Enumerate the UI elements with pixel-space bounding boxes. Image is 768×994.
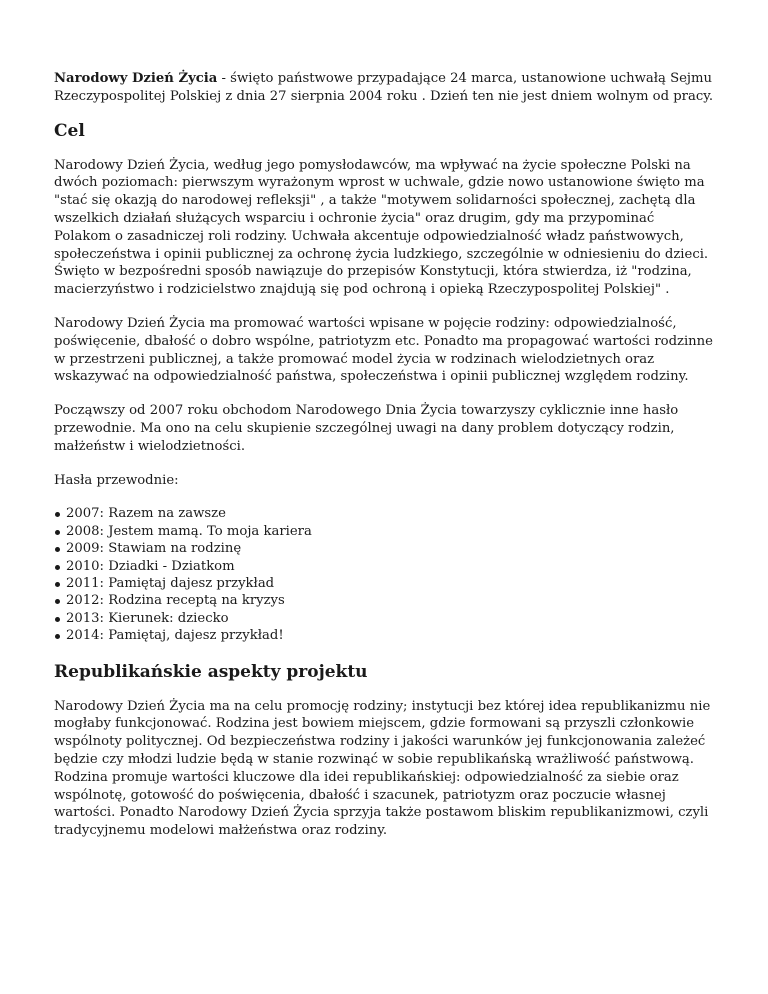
list-item: 2008: Jestem mamą. To moja kariera [66,523,714,540]
intro-term: Narodowy Dzień Życia [54,71,218,86]
cel-paragraph-3: Począwszy od 2007 roku obchodom Narodowego Dnia Życia towarzyszy cyklicznie inne hasło przewodnie. Ma ono na celu skupienie szczególnej uwagi na dany problem dotyczący rodzin, małżeństw i wielodzietności. [54,403,679,454]
section-heading-republican: Republikańskie aspekty projektu [54,661,368,682]
slogans-label: Hasła przewodnie: [54,472,179,488]
list-item: 2010: Dziadki - Dziatkom [66,558,714,575]
list-item: 2013: Kierunek: dziecko [66,610,714,627]
list-item: 2012: Rodzina receptą na kryzys [66,592,714,609]
slogans-list [54,505,714,644]
intro-text: - święto państwowe przypadające 24 marca, ustanowione uchwałą Sejmu Rzeczypospolitej Polskiej z dnia 27 sierpnia 2004 roku . Dzień ten nie jest dniem wolnym od pracy. [54,71,714,104]
list-item: 2007: Razem na zawsze [66,505,714,522]
republican-paragraph: Narodowy Dzień Życia ma na celu promocję rodziny; instytucji bez której idea republikanizmu nie mogłaby funkcjonować. Rodzina jest bowiem miejscem, gdzie formowani są przyszli członkowie wspólnoty politycznej. Od bezpieczeństwa rodziny i jakości warunków jej funkcjonowania zależeć będzie czy młodzi ludzie będą w stanie rozwinąć w sobie republikańską wrażliwość państwową. Rodzina promuje wartości kluczowe dla idei republikańskiej: odpowiedzialność za siebie oraz wspólnotę, gotowość do poświęcenia, dbałość i szacunek, patriotyzm oraz poczucie własnej wartości. Ponadto Narodowy Dzień Życia sprzyja także postawom bliskim republikanizmowi, czyli tradycyjnemu modelowi małżeństwa oraz rodziny. [54,698,711,839]
cel-paragraph-2: Narodowy Dzień Życia ma promować wartości wpisane w pojęcie rodziny: odpowiedzialność, poświęcenie, dbałość o dobro wspólne, patriotyzm etc. Ponadto ma propagować wartości rodzinne w przestrzeni publicznej, a także promować model życia w rodzinach wielodzietnych oraz wskazywać na odpowiedzialność państwa, społeczeństwa i opinii publicznej względem rodziny. [54,315,713,385]
list-item: 2014: Pamiętaj, dajesz przykład! [66,627,714,644]
intro-paragraph [54,70,714,106]
list-item: 2009: Stawiam na rodzinę [66,540,714,557]
list-item: 2011: Pamiętaj dajesz przykład [66,575,714,592]
section-heading-cel: Cel [54,120,85,141]
cel-paragraph-1: Narodowy Dzień Życia, według jego pomysłodawców, ma wpływać na życie społeczne Polski na dwóch poziomach: pierwszym wyrażonym wprost w uchwale, gdzie nowo ustanowione święto ma "stać się okazją do narodowej refleksji" , a także "motywem solidarności społecznej, zachętą dla wszelkich działań służących wsparciu i ochronie życia" oraz drugim, gdy ma przypominać Polakom o zasadniczej roli rodziny. Uchwała akcentuje odpowiedzialność władz państwowych, społeczeństwa i opinii publicznej za ochronę życia ludzkiego, szczególnie w odniesieniu do dzieci. Święto w bezpośredni sposób nawiązuje do przepisów Konstytucji, która stwierdza, iż "rodzina, macierzyństwo i rodzicielstwo znajdują się pod ochroną i opieką Rzeczypospolitej Polskiej" . [54,157,709,298]
